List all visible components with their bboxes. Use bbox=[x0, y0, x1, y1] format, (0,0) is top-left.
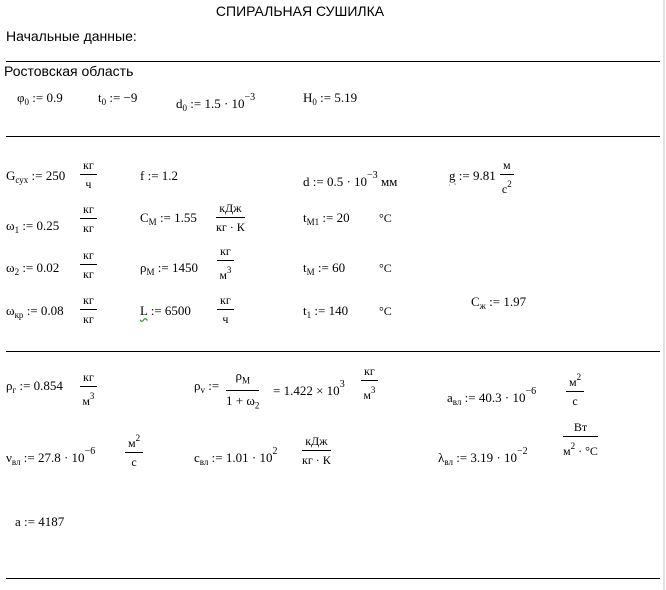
value: 0.5 · 10 bbox=[326, 174, 368, 189]
w2-definition[interactable]: $\omega_2$ := 0.02 bbox=[6, 260, 60, 277]
a-definition[interactable]: a := 4187 bbox=[15, 514, 65, 529]
wkr-definition[interactable]: $\omega_{кр}$ := 0.08 bbox=[6, 303, 64, 320]
symbol: ω bbox=[6, 218, 15, 233]
t1-definition[interactable]: $t_1$ := 140 bbox=[303, 303, 349, 320]
exponent: −2 bbox=[516, 446, 528, 457]
CM-unit bbox=[216, 201, 245, 235]
unit-numerator: кг bbox=[217, 244, 234, 261]
avl-definition[interactable]: $a_{вл}$ := $40.3 \cdot 10^{-6}$ bbox=[447, 386, 537, 407]
unit-denominator: ч bbox=[222, 312, 229, 326]
d0-definition[interactable]: $d_0$ := $1.5 \cdot 10^{-3}$ bbox=[176, 92, 256, 113]
symbol: φ bbox=[17, 90, 25, 105]
d-definition[interactable]: d := $0.5 \cdot 10^{-3}$ мм bbox=[303, 170, 398, 189]
rhov-fraction bbox=[226, 368, 259, 413]
symbol: t bbox=[303, 303, 307, 318]
symbol: H bbox=[303, 90, 313, 105]
unit-denominator: с bbox=[501, 182, 508, 196]
subscript: вл bbox=[452, 397, 462, 407]
value: 0.854 bbox=[33, 378, 63, 393]
subscript: вл bbox=[199, 457, 209, 467]
value: 1.55 bbox=[174, 210, 197, 225]
unit-denominator: кг · К bbox=[216, 220, 245, 234]
symbol: t bbox=[98, 90, 102, 105]
fraction-denominator: 1 + ω bbox=[226, 392, 255, 408]
exponent: −3 bbox=[367, 170, 378, 181]
subscript: M1 bbox=[306, 217, 320, 227]
rhog-unit bbox=[80, 370, 97, 409]
Czh-definition[interactable]: $C_ж$ := 1.97 bbox=[471, 294, 527, 311]
unit-numerator: кДж bbox=[216, 201, 245, 218]
exponent: −6 bbox=[84, 446, 96, 457]
rhov-result: = $1.422 \times 10^3$ bbox=[273, 379, 345, 398]
Gsuh-unit bbox=[80, 158, 97, 192]
subscript: 0 bbox=[24, 97, 30, 107]
g-definition[interactable]: g := 9.81 bbox=[449, 168, 496, 183]
unit-exponent: 3 bbox=[226, 265, 232, 275]
value: 40.3 · 10 bbox=[478, 390, 526, 405]
unit-numerator: кг bbox=[80, 158, 97, 175]
symbol: ρ bbox=[6, 378, 13, 393]
unit-numerator: кДж bbox=[302, 434, 331, 451]
subscript: кр bbox=[14, 310, 24, 320]
value: 1.2 bbox=[161, 168, 179, 183]
unit-exponent: 3 bbox=[370, 385, 376, 395]
section-divider bbox=[6, 351, 660, 352]
value: 1.01 · 10 bbox=[225, 450, 273, 465]
unit-exponent: 2 bbox=[135, 433, 141, 443]
subscript: M bbox=[148, 217, 157, 227]
unit-exponent: 2 bbox=[507, 179, 512, 189]
unit-numerator: кг bbox=[80, 202, 97, 219]
subscript: M bbox=[146, 267, 155, 277]
value: 4187 bbox=[38, 514, 65, 529]
subscript: 1 bbox=[14, 225, 20, 235]
symbol: G bbox=[6, 168, 16, 183]
f-definition[interactable]: f := 1.2 bbox=[140, 168, 179, 183]
symbol: c bbox=[194, 450, 200, 465]
symbol: a bbox=[15, 514, 21, 529]
unit-denominator: кг bbox=[83, 267, 94, 281]
fraction-denominator-sub: 2 bbox=[254, 400, 260, 411]
symbol: g bbox=[449, 168, 456, 183]
lamvl-unit bbox=[563, 420, 598, 459]
tM-unit: °C bbox=[379, 261, 392, 275]
symbol: ρ bbox=[140, 260, 147, 275]
page-title: СПИРАЛЬНАЯ СУШИЛКА bbox=[215, 3, 385, 19]
unit-numerator: м bbox=[500, 158, 514, 175]
value: 140 bbox=[328, 303, 349, 318]
subscript: сух bbox=[15, 175, 29, 185]
phi0-definition[interactable]: $\varphi_0$ := 0.9 bbox=[17, 90, 63, 107]
scrollbar-edge bbox=[663, 0, 665, 590]
value: 1.5 · 10 bbox=[204, 96, 245, 111]
cvl-definition[interactable]: $c_{вл}$ := $1.01 \cdot 10^2$ bbox=[194, 446, 278, 467]
value: 1450 bbox=[171, 260, 198, 275]
unit-denominator: м bbox=[563, 444, 571, 458]
subscript: вл bbox=[444, 457, 453, 467]
subscript: 1 bbox=[306, 310, 312, 320]
subscript: v bbox=[200, 385, 205, 395]
value: 20 bbox=[336, 210, 350, 225]
region-label: Ростовская область bbox=[4, 63, 134, 79]
unit-denominator: с bbox=[572, 394, 578, 408]
symbol: d bbox=[176, 96, 183, 111]
value: 1.422 × 10 bbox=[283, 383, 340, 398]
symbol: L bbox=[140, 303, 148, 318]
symbol: ν bbox=[6, 450, 12, 465]
subscript: M bbox=[306, 267, 315, 277]
symbol: d bbox=[303, 174, 310, 189]
subscript: вл bbox=[11, 457, 21, 467]
unit-numerator: кг bbox=[80, 248, 97, 265]
value: 0.9 bbox=[46, 90, 63, 105]
wkr-unit bbox=[80, 293, 97, 327]
value: 250 bbox=[45, 168, 66, 183]
symbol: ω bbox=[6, 303, 15, 318]
unit-numerator: кг bbox=[361, 364, 378, 381]
rhog-definition[interactable]: $\rho_г$ := 0.854 bbox=[6, 378, 63, 395]
unit-denominator: м bbox=[219, 268, 227, 282]
Gsuh-definition[interactable]: $G_{сух}$ := 250 bbox=[6, 168, 66, 185]
unit: мм bbox=[380, 174, 398, 189]
unit-numerator: м bbox=[569, 375, 577, 389]
unit-exponent: 2 bbox=[570, 441, 576, 451]
rhoM-unit bbox=[217, 244, 234, 283]
unit-denominator-suffix: · °C bbox=[575, 444, 598, 458]
exponent: −3 bbox=[244, 92, 256, 103]
exponent: −6 bbox=[525, 386, 537, 397]
subscript: 0 bbox=[312, 97, 317, 107]
symbol: t bbox=[303, 260, 307, 275]
unit-numerator: кг bbox=[80, 370, 97, 387]
subscript: ж bbox=[479, 301, 486, 311]
value: 9.81 bbox=[472, 168, 496, 183]
value: 27.8 · 10 bbox=[37, 450, 85, 465]
value: 0.25 bbox=[36, 218, 60, 233]
value: 60 bbox=[332, 260, 346, 275]
L-unit bbox=[217, 293, 234, 327]
w1-definition[interactable]: $\omega_1$ := 0.25 bbox=[6, 218, 60, 235]
unit-denominator: с bbox=[131, 455, 137, 469]
unit-numerator: м bbox=[128, 436, 136, 450]
value: 0.08 bbox=[40, 303, 64, 318]
unit-denominator: кг bbox=[83, 312, 94, 326]
t1-unit: °C bbox=[379, 304, 392, 318]
rhov-definition-lhs[interactable]: $\rho_v$ := bbox=[194, 378, 220, 395]
cvl-unit bbox=[302, 434, 331, 468]
t0-definition[interactable]: $t_0$ := −9 bbox=[98, 90, 138, 107]
section-divider bbox=[6, 61, 660, 62]
value: 0.02 bbox=[36, 260, 60, 275]
H0-definition[interactable]: $H_0$ := 5.19 bbox=[303, 90, 358, 107]
rhov-unit bbox=[361, 364, 378, 403]
symbol: ω bbox=[6, 260, 15, 275]
unit-denominator: ч bbox=[85, 177, 92, 191]
nuvl-unit bbox=[125, 431, 143, 470]
tM-definition[interactable]: $t_M$ := 60 bbox=[303, 260, 346, 277]
initial-data-label: Начальные данные: bbox=[6, 28, 137, 44]
symbol: λ bbox=[438, 450, 445, 465]
value: 6500 bbox=[164, 303, 191, 318]
avl-unit bbox=[566, 370, 584, 409]
exponent: 3 bbox=[339, 379, 345, 390]
unit-numerator: Вт bbox=[563, 420, 598, 437]
w1-unit bbox=[80, 202, 97, 236]
tM1-definition[interactable]: $t_{M1}$ := 20 bbox=[303, 210, 350, 227]
symbol: a bbox=[447, 390, 453, 405]
value: −9 bbox=[123, 90, 138, 105]
subscript: 0 bbox=[101, 97, 107, 107]
symbol: C bbox=[140, 210, 149, 225]
nuvl-definition[interactable]: $\nu_{вл}$ := $27.8 \cdot 10^{-6}$ bbox=[6, 446, 96, 467]
subscript: 2 bbox=[14, 267, 20, 277]
unit-numerator: кг bbox=[217, 293, 234, 310]
lamvl-definition[interactable]: $\lambda_{вл}$ := $3.19 \cdot 10^{-2}$ bbox=[438, 446, 528, 467]
symbol: ρ bbox=[194, 378, 201, 393]
unit-exponent: 3 bbox=[89, 391, 95, 401]
w2-unit bbox=[80, 248, 97, 282]
rhoM-definition[interactable]: $\rho_M$ := 1450 bbox=[140, 260, 198, 277]
unit-numerator: кг bbox=[80, 293, 97, 310]
value: 5.19 bbox=[334, 90, 358, 105]
tM1-unit: °C bbox=[379, 211, 392, 225]
fraction-numerator: ρ bbox=[235, 368, 242, 383]
exponent: 2 bbox=[272, 446, 278, 457]
section-divider bbox=[6, 578, 660, 579]
g-unit bbox=[500, 158, 514, 197]
section-divider bbox=[6, 136, 660, 137]
symbol: C bbox=[471, 294, 480, 309]
fraction-numerator-sub: M bbox=[241, 375, 250, 386]
value: 1.97 bbox=[503, 294, 527, 309]
unit-denominator: м bbox=[363, 388, 371, 402]
subscript: г bbox=[12, 385, 17, 395]
unit-denominator: кг · К bbox=[302, 453, 331, 467]
unit-denominator: м bbox=[82, 394, 90, 408]
unit-exponent: 2 bbox=[576, 372, 582, 382]
CM-definition[interactable]: $C_M$ := 1.55 bbox=[140, 210, 197, 227]
symbol: f bbox=[140, 168, 145, 183]
value: 3.19 · 10 bbox=[470, 450, 517, 465]
L-definition[interactable]: L := 6500 bbox=[140, 303, 191, 318]
subscript: 0 bbox=[182, 103, 187, 113]
unit-denominator: кг bbox=[83, 221, 94, 235]
symbol: t bbox=[303, 210, 307, 225]
